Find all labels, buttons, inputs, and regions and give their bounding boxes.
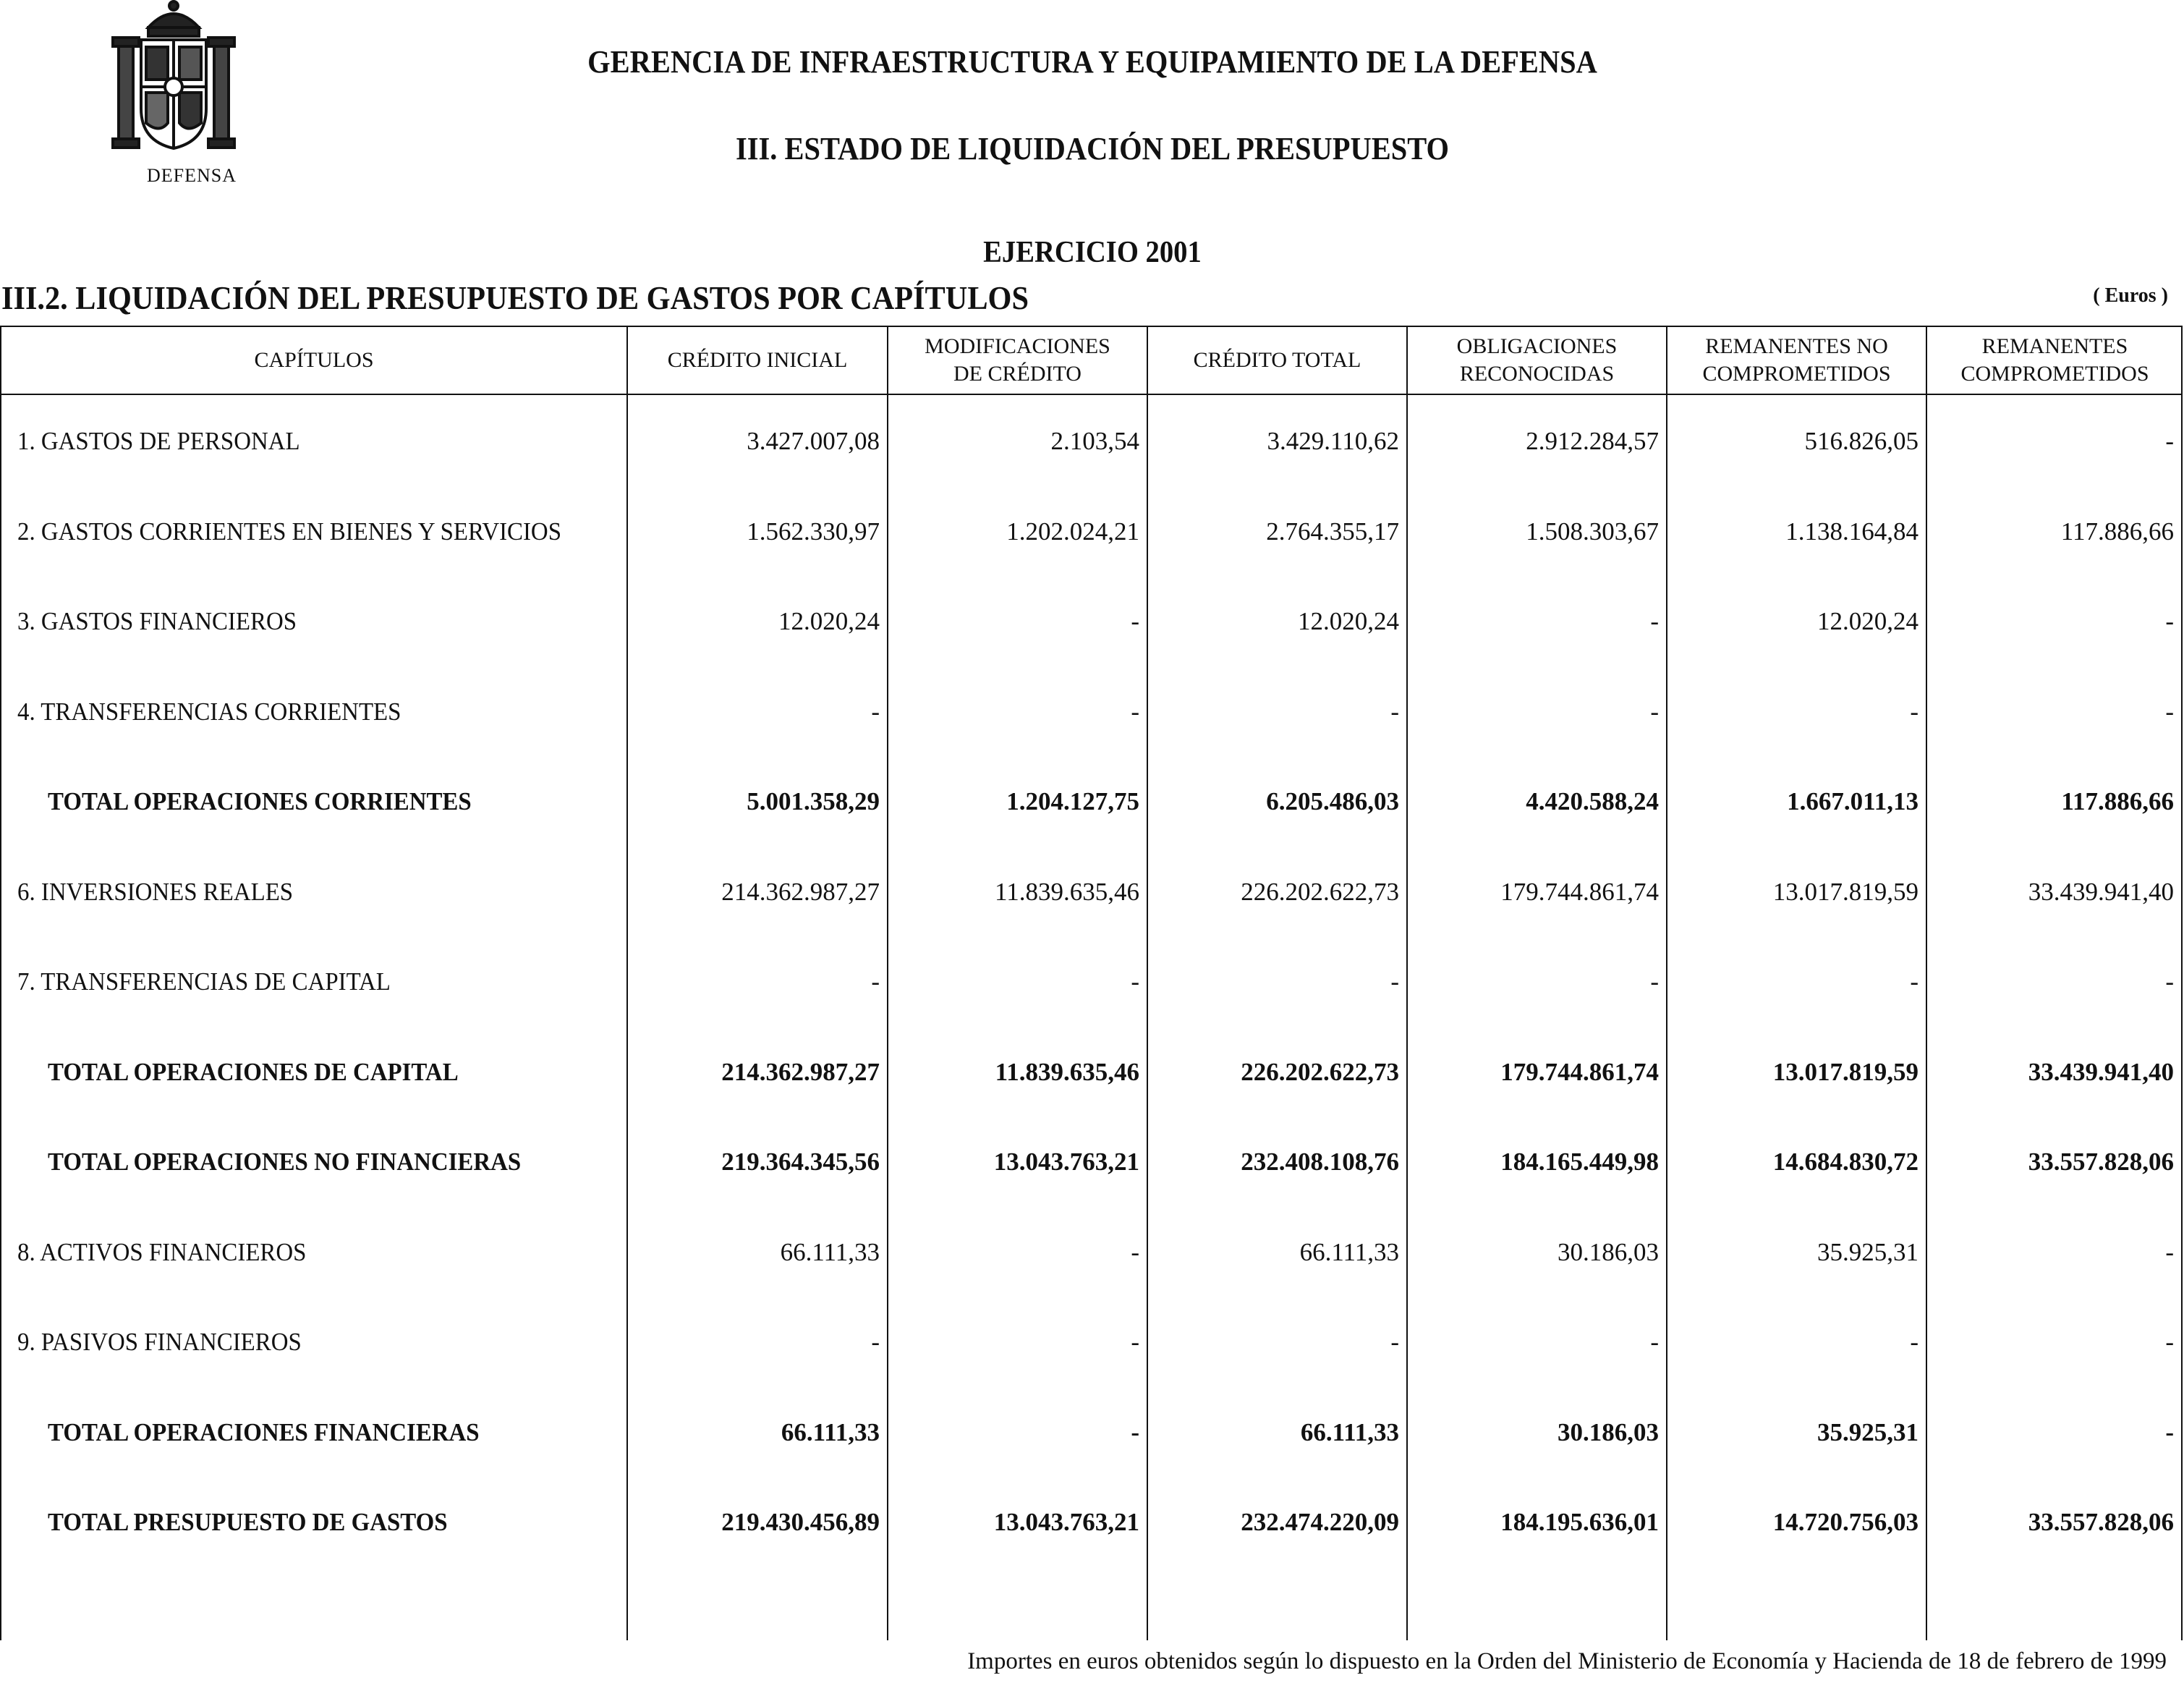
row-value: 2.912.284,57: [1526, 427, 1659, 455]
row-label: 6. INVERSIONES REALES: [17, 878, 294, 906]
row-value: 219.430.456,89: [721, 1508, 880, 1536]
row-value: 66.111,33: [781, 1418, 880, 1446]
row-value: 232.474.220,09: [1241, 1508, 1399, 1536]
row-value: -: [1910, 967, 1919, 996]
row-value: -: [1131, 607, 1139, 635]
table-row: [1, 1320, 2181, 1364]
coat-of-arms-logo: [109, 0, 253, 190]
row-value: 33.439.941,40: [2028, 1058, 2174, 1086]
row-label: TOTAL OPERACIONES FINANCIERAS: [48, 1418, 480, 1446]
row-value: 11.839.635,46: [995, 1058, 1139, 1086]
row-value: 13.017.819,59: [1772, 878, 1919, 906]
row-value: -: [1650, 1328, 1659, 1356]
row-value: 117.886,66: [2060, 517, 2174, 546]
budget-table: [0, 326, 2183, 1640]
table-row: [1, 420, 2181, 463]
row-value: 30.186,03: [1558, 1238, 1659, 1266]
row-value: 12.020,24: [778, 607, 880, 635]
row-value: 5.001.358,29: [747, 787, 880, 815]
row-value: 66.111,33: [780, 1238, 880, 1266]
row-value: 14.684.830,72: [1772, 1148, 1919, 1176]
table-row: [1, 1140, 2181, 1184]
row-label: 2. GASTOS CORRIENTES EN BIENES Y SERVICIOS: [17, 517, 561, 546]
row-value: 66.111,33: [1300, 1418, 1399, 1446]
row-value: 1.562.330,97: [747, 517, 880, 546]
row-value: 3.429.110,62: [1267, 427, 1399, 455]
table-row: [1, 600, 2181, 643]
row-value: -: [871, 967, 880, 996]
row-value: -: [1650, 607, 1659, 635]
row-value: 1.204.127,75: [1006, 787, 1139, 815]
row-value: 117.886,66: [2061, 787, 2174, 815]
row-value: -: [1910, 1328, 1919, 1356]
row-label: 9. PASIVOS FINANCIEROS: [17, 1328, 302, 1356]
row-value: -: [1390, 1328, 1399, 1356]
row-value: 11.839.635,46: [995, 878, 1139, 906]
column-header-credito-total: CRÉDITO TOTAL: [1193, 348, 1361, 372]
table-row: [1, 960, 2181, 1004]
row-value: -: [2165, 967, 2174, 996]
row-value: 35.925,31: [1817, 1418, 1919, 1446]
row-value: -: [2165, 1238, 2174, 1266]
row-value: -: [1390, 967, 1399, 996]
row-value: 1.138.164,84: [1785, 517, 1919, 546]
row-label: 4. TRANSFERENCIAS CORRIENTES: [17, 698, 401, 726]
column-header-credito-inicial: CRÉDITO INICIAL: [667, 348, 848, 372]
column-header-modificaciones: MODIFICACIONES DE CRÉDITO: [925, 334, 1110, 386]
row-value: 14.720.756,03: [1772, 1508, 1919, 1536]
row-value: 226.202.622,73: [1241, 1058, 1399, 1086]
row-value: 179.744.861,74: [1500, 1058, 1659, 1086]
row-value: -: [2165, 1328, 2174, 1356]
row-value: 13.017.819,59: [1772, 1058, 1919, 1086]
column-header-capitulos: CAPÍTULOS: [254, 348, 374, 372]
row-value: -: [1131, 1238, 1139, 1266]
row-label: TOTAL OPERACIONES CORRIENTES: [48, 787, 472, 815]
row-value: 2.764.355,17: [1266, 517, 1399, 546]
table-row: [1, 690, 2181, 734]
table-row: [1, 780, 2181, 823]
row-value: -: [1131, 967, 1139, 996]
row-value: 33.439.941,40: [2028, 878, 2174, 906]
section-title: III.2. LIQUIDACIÓN DEL PRESUPUESTO DE GASTOS POR CAPÍTULOS: [1, 279, 1029, 316]
row-value: 226.202.622,73: [1241, 878, 1399, 906]
report-title: III. ESTADO DE LIQUIDACIÓN DEL PRESUPUESTO: [735, 131, 1450, 166]
row-value: 12.020,24: [1298, 607, 1399, 635]
row-value: 219.364.345,56: [721, 1148, 880, 1176]
row-value: -: [1131, 698, 1139, 726]
table-row: [1, 1411, 2181, 1454]
table-row: [1, 1051, 2181, 1094]
logo-label: DEFENSA: [146, 165, 237, 186]
row-label: TOTAL OPERACIONES NO FINANCIERAS: [48, 1148, 522, 1176]
row-value: 184.195.636,01: [1500, 1508, 1659, 1536]
row-value: 4.420.588,24: [1526, 787, 1659, 815]
row-value: 214.362.987,27: [721, 878, 880, 906]
row-value: -: [1390, 698, 1399, 726]
row-value: 516.826,05: [1804, 427, 1919, 455]
row-value: 1.667.011,13: [1787, 787, 1919, 815]
column-header-obligaciones: OBLIGACIONES RECONOCIDAS: [1456, 334, 1618, 386]
table-row: [1, 1231, 2181, 1274]
row-value: 184.165.449,98: [1500, 1148, 1659, 1176]
row-label: 7. TRANSFERENCIAS DE CAPITAL: [17, 967, 391, 996]
table-row: [1, 510, 2181, 554]
row-value: -: [2165, 698, 2174, 726]
row-value: 30.186,03: [1558, 1418, 1659, 1446]
coat-of-arms-icon: [109, 0, 239, 156]
row-value: 214.362.987,27: [721, 1058, 880, 1086]
currency-note: ( Euros ): [2093, 284, 2168, 307]
row-value: 1.202.024,21: [1006, 517, 1139, 546]
row-value: 13.043.763,21: [993, 1508, 1139, 1536]
exercise-year: EJERCICIO 2001: [983, 236, 1202, 269]
row-value: 12.020,24: [1817, 607, 1919, 635]
organization-title: GERENCIA DE INFRAESTRUCTURA Y EQUIPAMIENTO DE LA DEFENSA: [587, 44, 1597, 80]
row-value: -: [1650, 967, 1659, 996]
table-row: [1, 870, 2181, 914]
row-value: 232.408.108,76: [1241, 1148, 1399, 1176]
footnote: Importes en euros obtenidos según lo dispuesto en la Orden del Ministerio de Economía y Hacienda de 18 de febrero de 1999: [967, 1648, 2167, 1674]
row-value: 33.557.828,06: [2028, 1148, 2174, 1176]
row-value: -: [2165, 427, 2174, 455]
row-value: 1.508.303,67: [1526, 517, 1659, 546]
row-value: -: [2165, 607, 2174, 635]
row-label: 1. GASTOS DE PERSONAL: [17, 427, 300, 455]
row-label: TOTAL PRESUPUESTO DE GASTOS: [48, 1508, 448, 1536]
row-value: -: [1131, 1328, 1139, 1356]
row-value: -: [871, 1328, 880, 1356]
row-value: -: [2165, 1418, 2174, 1446]
row-value: 3.427.007,08: [747, 427, 880, 455]
row-value: -: [1131, 1418, 1139, 1446]
row-value: -: [871, 698, 880, 726]
column-header-remanentes-comprometidos: REMANENTES COMPROMETIDOS: [1960, 334, 2149, 386]
row-value: 35.925,31: [1817, 1238, 1919, 1266]
row-label: TOTAL OPERACIONES DE CAPITAL: [48, 1058, 459, 1086]
row-label: 3. GASTOS FINANCIEROS: [17, 607, 297, 635]
row-label: 8. ACTIVOS FINANCIEROS: [17, 1238, 307, 1266]
row-value: -: [1910, 698, 1919, 726]
table-row: [1, 1501, 2181, 1544]
row-value: 66.111,33: [1299, 1238, 1399, 1266]
row-value: 33.557.828,06: [2028, 1508, 2174, 1536]
column-header-remanentes-no-comprometidos: REMANENTES NO COMPROMETIDOS: [1702, 334, 1891, 386]
row-value: -: [1650, 698, 1659, 726]
row-value: 13.043.763,21: [993, 1148, 1139, 1176]
row-value: 179.744.861,74: [1500, 878, 1659, 906]
row-value: 2.103,54: [1050, 427, 1139, 455]
row-value: 6.205.486,03: [1266, 787, 1399, 815]
